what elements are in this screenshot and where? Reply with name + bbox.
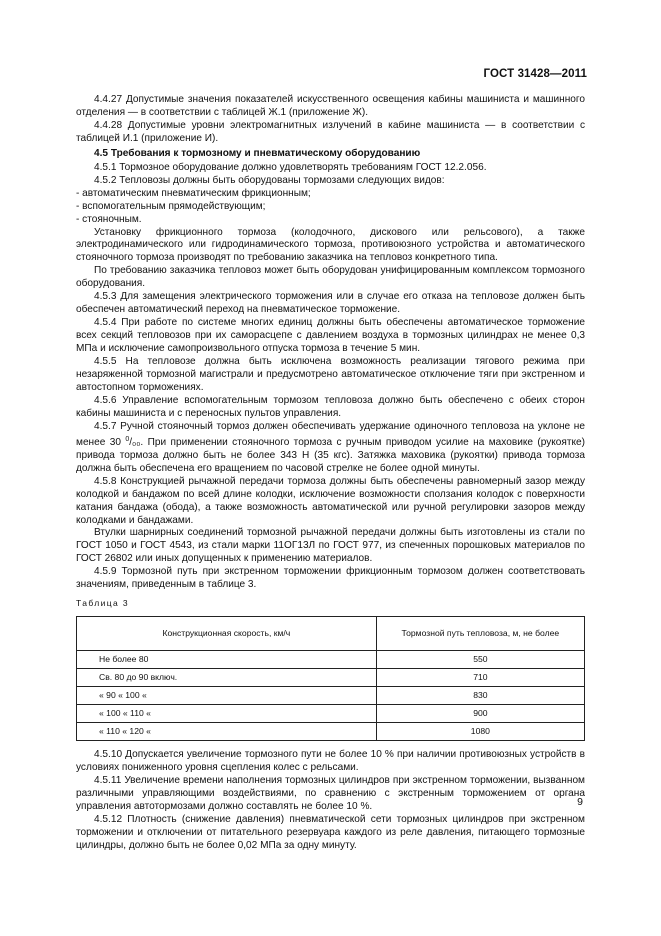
table-row <box>77 669 585 687</box>
speed-cell: Св. 80 до 90 включ. <box>77 669 377 687</box>
speed-cell: « 100 « 110 « <box>77 705 377 723</box>
paragraph-4-5-12: 4.5.12 Плотность (снижение давления) пневматической сети тормозных цилиндров при экстренном торможении и отключении от питательного резервуара каждого из реле давления, питающего тормозные цилиндры, должно быть не более 0,02 МПа за одну минуту. <box>76 813 585 851</box>
paragraph-4-5-5: 4.5.5 На тепловозе должна быть исключена возможность реализации тягового режима при незаряженной тормозной магистрали и предусмотрено автоматическое отключение тяги при экстренном и автостопном торможениях. <box>76 356 585 393</box>
column-header-speed: Конструкционная скорость, км/ч <box>77 617 377 651</box>
page-number: 9 <box>577 796 583 808</box>
paragraph-4-5-2: 4.5.2 Тепловозы должны быть оборудованы тормозами следующих видов: <box>94 174 445 186</box>
table-caption: Таблица 3 <box>76 598 130 609</box>
section-title: 4.5 Требования к тормозному и пневматическому оборудованию <box>94 147 421 159</box>
table-row <box>77 705 585 723</box>
paragraph-4-5-11: 4.5.11 Увеличение времени наполнения тормозных цилиндров при экстренном торможении, вызванном различными управляющими воздействиями, по сравнению с экстренным торможением от органа управления автотормозами должно составлять не более 10 %. <box>76 775 585 812</box>
paragraph-bushings: Втулки шарнирных соединений тормозной рычажной передачи должны быть изготовлены из стали по ГОСТ 1050 и ГОСТ 4543, из стали марки 11ОГ13Л по ГОСТ 977, из спеченных порошковых материалов по ГОСТ 26802 или иных допущенных к применению материалов. <box>76 527 585 565</box>
paragraph-4-5-1: 4.5.1 Тормозное оборудование должно удовлетворять требованиям ГОСТ 12.2.056. <box>94 161 487 173</box>
post-table-block <box>76 749 585 853</box>
column-header-distance: Тормозной путь тепловоза, м, не более <box>376 617 584 651</box>
list-item: - вспомогательным прямодействующим; <box>76 200 266 212</box>
paragraph-unified-complex: По требованию заказчика тепловоз может быть оборудован унифицированным комплексом тормозного оборудования. <box>76 265 585 290</box>
table-row <box>77 651 585 669</box>
braking-distance-table <box>76 616 585 741</box>
speed-cell: « 110 « 120 « <box>77 723 377 741</box>
per-mille-sup: 0 <box>125 435 130 443</box>
table-header-row <box>77 617 585 651</box>
document-header: ГОСТ 31428—2011 <box>483 68 587 80</box>
paragraph-4-5-10: 4.5.10 Допускается увеличение тормозного пути не более 10 % при наличии противоюзных устройств в условиях пониженного уровня сцепления колес с рельсами. <box>76 749 585 774</box>
page-body <box>76 94 585 853</box>
speed-cell: « 90 « 100 « <box>77 687 377 705</box>
table-row <box>77 723 585 741</box>
paragraph-4-4-27: 4.4.27 Допустимые значения показателей искусственного освещения кабины машиниста и машинного отделения — в соответствии с таблицей Ж.1 (приложение Ж). <box>76 94 585 118</box>
paragraph-4-5-4: 4.5.4 При работе по системе многих единиц должны быть обеспечены автоматическое торможение всех секций тепловозов при их саморасцепе с давлением воздуха в тормозных цилиндрах не менее 0,3 МПа и исключение самопроизвольного отпуска тормоза в течение 5 мин. <box>76 317 585 355</box>
paragraph-4-5-9: 4.5.9 Тормозной путь при экстренном торможении фрикционным тормозом должен соответствовать значениям, приведенным в таблице 3. <box>76 566 585 591</box>
list-item: - автоматическим пневматическим фрикционным; <box>76 187 311 199</box>
paragraph-4-5-3: 4.5.3 Для замещения электрического торможения или в случае его отказа на тепловозе должен быть обеспечен автоматический переход на пневматическое торможение. <box>76 291 585 316</box>
table-row <box>77 687 585 705</box>
list-item: - стояночным. <box>76 213 142 225</box>
paragraph-brake-install: Установку фрикционного тормоза (колодочного, дискового или рельсового), а также электродинамического или гидродинамического тормоза, противоюзного устройства и автоматического стояночного тормоза производят по требованию заказчика на тепловоз конкретного типа. <box>76 226 585 264</box>
paragraph-4-5-6: 4.5.6 Управление вспомогательным тормозом тепловоза должно быть обеспечено с обеих сторон кабины машиниста и с переносных пультов управления. <box>76 394 585 419</box>
paragraph-4-5-8: 4.5.8 Конструкцией рычажной передачи тормоза должны быть обеспечены равномерный зазор между колодкой и бандажом по всей длине колодки, исключение возможности сползания колодок с поверхности катания бандажа (обода), а также возможность автоматической или ручной регулировки зазоров между колодками и бандажами. <box>76 475 585 526</box>
paragraph-4-5-7-end: /₀₀. При применении стояночного тормоза с ручным приводом усилие на маховике (рукоятке) привода тормоза должно быть не более 343 Н (35 кгс). Затяжка маховика (рукоятки) привода тормоза должна быть обеспечена его вращением по часовой стрелке не более одной минуты. <box>76 436 585 474</box>
distance-cell: 830 <box>376 687 584 705</box>
distance-cell: 710 <box>376 669 584 687</box>
distance-cell: 1080 <box>376 723 584 741</box>
paragraph-4-5-7 <box>76 421 585 476</box>
paragraph-4-5-7-start: 4.5.7 Ручной стояночный тормоз должен обеспечивать удержание одиночного тепловоза на уклоне не менее 30 <box>76 420 585 448</box>
speed-cell: Не более 80 <box>77 651 377 669</box>
distance-cell: 550 <box>376 651 584 669</box>
paragraph-4-4-28: 4.4.28 Допустимые уровни электромагнитных излучений в кабине машиниста — в соответствии с таблицей И.1 (приложение И). <box>76 119 585 144</box>
distance-cell: 900 <box>376 705 584 723</box>
